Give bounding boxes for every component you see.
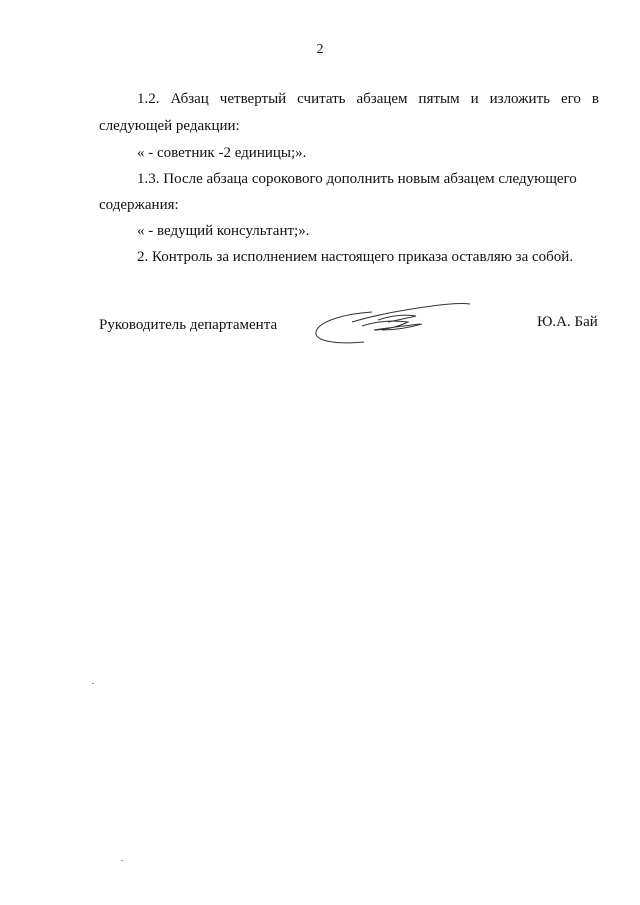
quote-advisor: « - советник -2 единицы;». — [137, 145, 307, 161]
item-2-control: 2. Контроль за исполнением настоящего приказа оставляю за собой. — [137, 249, 574, 265]
item-1-2-line-2: следующей редакции: — [99, 118, 240, 134]
scan-speck — [92, 683, 94, 684]
quote-consultant: « - ведущий консультант;». — [137, 223, 310, 239]
item-1-3-line-2: содержания: — [99, 197, 179, 213]
signatory-title: Руководитель департамента — [99, 317, 278, 333]
item-1-3-line-1: 1.3. После абзаца сорокового дополнить новым абзацем следующего — [137, 171, 577, 187]
page-number: 2 — [316, 42, 324, 57]
scan-speck — [121, 860, 123, 861]
item-1-2-line-1: 1.2. Абзац четвертый считать абзацем пятым и изложить его в — [137, 91, 599, 107]
handwritten-signature — [312, 300, 472, 348]
signatory-name: Ю.А. Бай — [537, 314, 598, 330]
